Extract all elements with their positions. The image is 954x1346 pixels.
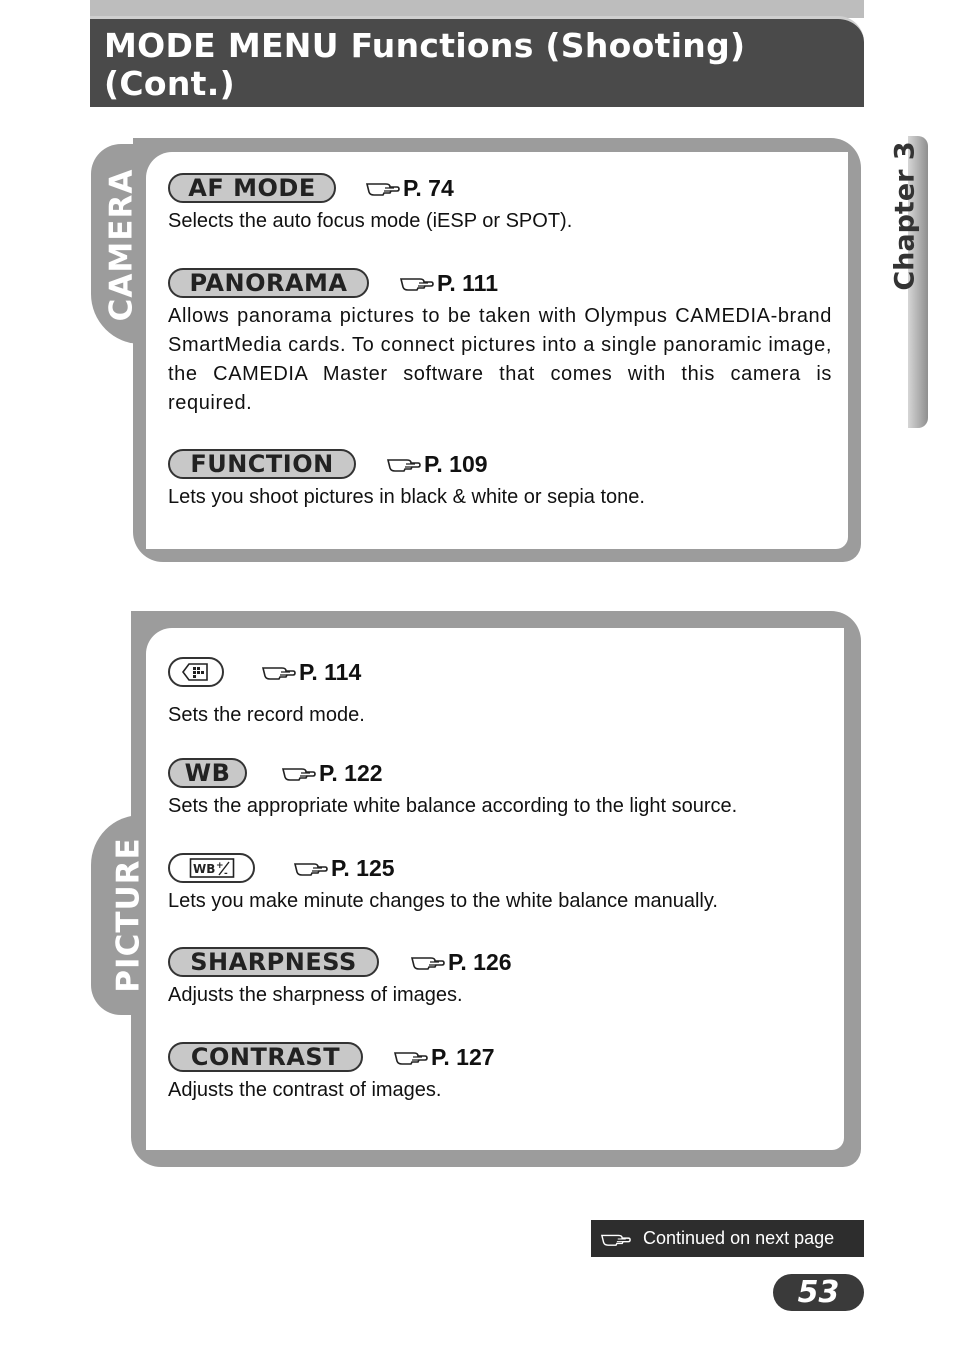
page-number: 53 [773, 1274, 864, 1311]
function-page-ref [387, 449, 488, 479]
sharpness-page-ref [411, 947, 512, 977]
panorama-page-ref [400, 268, 498, 298]
function-label: FUNCTION [190, 450, 334, 478]
wb-pill [168, 758, 247, 788]
pointing-hand-icon [366, 179, 400, 197]
function-page: P. 109 [424, 450, 488, 477]
pointing-hand-icon [282, 764, 316, 782]
af-mode-pill [168, 173, 336, 203]
sharpness-label: SHARPNESS [190, 948, 357, 976]
panorama-pill [168, 268, 369, 298]
camera-section-label [96, 150, 146, 340]
menu-item-contrast [168, 1042, 832, 1105]
camera-section-label-text: CAMERA [103, 168, 140, 322]
record-mode-icon [181, 661, 211, 683]
pointing-hand-icon [411, 953, 445, 971]
menu-item-wb-adjust [168, 853, 832, 916]
contrast-page-ref [394, 1042, 495, 1072]
sharpness-pill [168, 947, 379, 977]
chapter-label [877, 136, 933, 296]
record-mode-page-ref [262, 657, 361, 687]
wb-adjust-pill [168, 853, 255, 883]
contrast-description: Adjusts the contrast of images. [168, 1079, 442, 1101]
pointing-hand-icon [394, 1048, 428, 1066]
chapter-label-text: Chapter 3 [889, 141, 921, 291]
panorama-description: Allows panorama pictures to be taken with Olympus CAMEDIA-brand SmartMedia cards. To connect pictures into a single panoramic image, the CAMEDIA Master software that comes with this camera is required. [168, 305, 832, 414]
menu-item-af-mode [168, 173, 832, 236]
pointing-hand-icon [387, 455, 421, 473]
menu-item-record-mode [168, 657, 832, 730]
function-description: Lets you shoot pictures in black & white or sepia tone. [168, 486, 645, 508]
wb-adjust-icon [189, 857, 235, 879]
panorama-page: P. 111 [437, 269, 498, 296]
wb-adjust-page: P. 125 [331, 854, 395, 881]
wb-description: Sets the appropriate white balance according to the light source. [168, 795, 738, 817]
sharpness-description: Adjusts the sharpness of images. [168, 984, 463, 1006]
menu-item-wb [168, 758, 832, 821]
pointing-hand-icon [262, 663, 296, 681]
picture-section-label [104, 820, 154, 1010]
record-mode-pill [168, 657, 224, 687]
af-mode-page: P. 74 [403, 174, 454, 201]
af-mode-label: AF MODE [188, 174, 316, 202]
pointing-hand-icon [294, 859, 328, 877]
function-pill [168, 449, 356, 479]
continued-text: Continued on next page [643, 1228, 835, 1248]
pointing-hand-icon [601, 1231, 631, 1247]
sharpness-page: P. 126 [448, 948, 512, 975]
pointing-hand-icon [400, 274, 434, 292]
svg-text:-: - [223, 869, 228, 879]
menu-item-function [168, 449, 832, 512]
contrast-label: CONTRAST [190, 1043, 341, 1071]
wb-adjust-page-ref [294, 853, 395, 883]
svg-text:WB: WB [192, 862, 215, 876]
svg-text:+: + [215, 861, 224, 871]
af-mode-page-ref [366, 173, 454, 203]
wb-adjust-description: Lets you make minute changes to the white balance manually. [168, 890, 718, 912]
wb-page-ref [282, 758, 383, 788]
af-mode-description: Selects the auto focus mode (iESP or SPOT). [168, 210, 573, 232]
menu-item-sharpness [168, 947, 832, 1010]
page-title: MODE MENU Functions (Shooting) (Cont.) [104, 26, 746, 103]
contrast-pill [168, 1042, 363, 1072]
continued-on-next-page [591, 1220, 864, 1257]
wb-label: WB [184, 759, 231, 787]
contrast-page: P. 127 [431, 1043, 495, 1070]
wb-page: P. 122 [319, 759, 383, 786]
record-mode-description: Sets the record mode. [168, 704, 365, 726]
title-bar [90, 16, 864, 107]
menu-item-panorama [168, 268, 832, 418]
panorama-label: PANORAMA [189, 269, 348, 297]
record-mode-page: P. 114 [299, 658, 362, 685]
picture-section-label-text: PICTURE [111, 837, 147, 993]
